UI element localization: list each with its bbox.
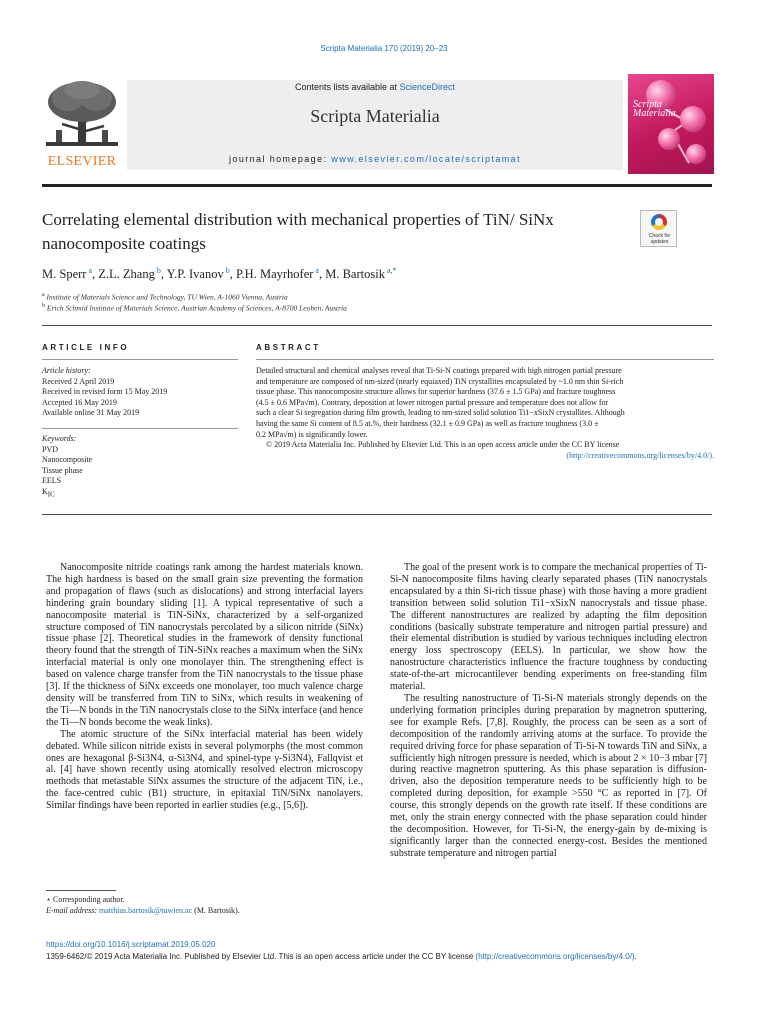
abstract-copyright: © 2019 Acta Materialia Inc. Published by Elsevier Ltd. This is an open access article under the CC BY license <box>266 440 620 450</box>
abstract-line: 0.2 MPa√m) is significantly lower. <box>256 429 368 439</box>
author-name[interactable]: Y.P. Ivanov <box>166 267 224 282</box>
abstract-rule <box>256 359 714 360</box>
author-name[interactable]: M. Sperr <box>42 267 87 282</box>
author-name[interactable]: P.H. Mayrhofer <box>235 267 314 282</box>
body-column-left <box>46 562 363 812</box>
cover-sphere <box>680 106 706 132</box>
abstract-license-link[interactable]: (http://creativecommons.org/licenses/by/4.0/). <box>566 450 714 460</box>
abstract-heading: ABSTRACT <box>256 343 321 352</box>
email-note <box>46 905 366 916</box>
corresponding-note: ⋆ Corresponding author. <box>46 895 125 904</box>
body-column-right <box>390 562 707 860</box>
article-title: Correlating elemental distribution with mechanical properties of TiN/ SiNx nanocomposite coatings <box>42 210 554 253</box>
history-label: Article history: <box>42 366 91 375</box>
keyword: EELS <box>42 476 62 485</box>
contents-prefix: Contents lists available at <box>294 82 400 92</box>
issn-text: 1359-6462/© 2019 Acta Materialia Inc. Published by Elsevier Ltd. This is an open access article under the CC BY license <box>46 952 476 961</box>
affiliation-text: Institute of Materials Science and Technology, TU Wien, A-1060 Vienna, Austria <box>46 292 288 302</box>
elsevier-logo[interactable] <box>42 80 122 170</box>
affiliation-text: Erich Schmid Institute of Materials Science, Austrian Academy of Sciences, A-8700 Leoben, Austria <box>46 303 347 313</box>
author-name[interactable]: Z.L. Zhang <box>98 267 155 282</box>
article-info-heading: ARTICLE INFO <box>42 343 130 352</box>
keywords-block <box>42 434 238 500</box>
corresponding-text: Corresponding author. <box>53 895 125 904</box>
check-updates-label: Check for updates <box>648 233 671 245</box>
keyword-k: K <box>42 486 48 496</box>
journal-cover[interactable] <box>628 74 714 174</box>
affiliation <box>42 292 682 302</box>
author-affiliation-mark[interactable]: b <box>156 266 161 275</box>
keyword: Nanocomposite <box>42 455 93 464</box>
keywords-label: Keywords: <box>42 434 77 443</box>
issn-line <box>46 952 637 961</box>
abstract-line: Detailed structural and chemical analyses reveal that Ti-Si-N coatings prepared with high nitrogen partial pressure <box>256 366 622 375</box>
article-info-rule <box>42 359 238 360</box>
abstract-line: tissue phase. This nanocomposite structure allows for superior hardness (37.6 ± 1.5 GPa) and fracture toughness <box>256 387 616 397</box>
affiliation <box>42 303 682 313</box>
sciencedirect-link[interactable]: ScienceDirect <box>399 82 456 92</box>
keyword: PVD <box>42 444 59 454</box>
section-rule <box>42 514 712 515</box>
history-item: Accepted 16 May 2019 <box>42 397 117 407</box>
abstract-line: (4.5 ± 0.6 MPa√m). Contrary, deposition at lower nitrogen partial pressure and temperature does not allow for <box>256 397 609 407</box>
cover-title <box>633 100 676 118</box>
cover-sphere <box>686 144 706 164</box>
history-item: Received in revised form 15 May 2019 <box>42 387 168 396</box>
keyword: Tissue phase <box>42 465 83 475</box>
email-link[interactable]: matthias.bartosik@tuwien.ac <box>99 906 193 915</box>
keywords-rule <box>42 428 238 429</box>
author-affiliation-mark[interactable]: b <box>225 266 230 275</box>
header-rule <box>42 184 712 187</box>
check-updates-icon <box>651 214 667 230</box>
elsevier-tree-icon <box>42 80 122 152</box>
article-history <box>42 366 238 419</box>
history-item: Received 2 April 2019 <box>42 376 115 386</box>
keyword-k-sub: IC <box>47 490 55 499</box>
issn-end: . <box>634 952 637 961</box>
email-label: E-mail address: <box>46 906 100 915</box>
affiliation-mark: a <box>42 292 45 298</box>
author-affiliation-mark[interactable]: a,* <box>386 266 397 275</box>
footnote-rule <box>46 890 116 891</box>
cover-title-line-2: Materialia <box>633 108 676 119</box>
abstract-line: having the same Si content of 8.5 at.%, their hardness (32.1 ± 0.9 GPa) as well as fracture toughness (3.0 ± <box>256 418 599 428</box>
abstract-text <box>256 366 714 461</box>
check-updates-button[interactable] <box>640 210 677 247</box>
author-affiliation-mark[interactable]: a <box>88 266 93 275</box>
journal-name[interactable]: Scripta Materialia <box>310 106 440 126</box>
abstract-line: and temperature are composed of nm-sized (nearly equiaxed) TiN crystallites encapsulated by ~1.0 nm thin Si-rich <box>256 376 624 386</box>
journal-citation[interactable]: Scripta Materialia 170 (2019) 20–23 <box>320 44 448 53</box>
author-list: M. Sperr $^a$, Z.L. Zhang $^b$, Y.P. Ivanov $^b$, P.H. Mayrhofer $^a$, M. Bartosik $^{a,*}$ <box>42 266 397 282</box>
body-paragraph: The resulting nanostructure of Ti-Si-N materials strongly depends on the underlying formation principles during preparation by magnetron sputtering, see for example Refs. [7,8]. Roughly, the process can be seen as a sort of decomposition of the randomly arriving atoms at the surface. To provide the required driving force for phase separation of Ti-Si-N towards TiN and SiNx, a sufficiently high nitrogen pressure is needed, which is about 2 × 10−3 mbar [7] during reactive magnetron sputtering. As this phase separation is diffusion-driven, also the deposition temperature needs to be sufficiently high to be completed during deposition, for example >550 °C as reported in [7]. Of course, this strongly depends on the growth rate itself. If these conditions are met, only the strain energy connected with the phase separation could hinder the decomposition. However, for Ti-Si-N, the energy-gain by de-mixing is significantly larger than the connected energy-cost. Besides the mentioned substrate temperature and nitrogen partial <box>390 692 707 859</box>
author-name[interactable]: M. Bartosik <box>325 267 385 282</box>
issn-license-link[interactable]: (http://creativecommons.org/licenses/by/4.0/) <box>475 952 635 961</box>
journal-homepage <box>127 154 623 164</box>
author-affiliation-mark[interactable]: a <box>315 266 319 275</box>
homepage-link[interactable]: www.elsevier.com/locate/scriptamat <box>331 154 521 164</box>
homepage-prefix: journal homepage: <box>229 154 332 164</box>
footnote <box>46 894 366 916</box>
cover-sphere <box>658 128 680 150</box>
abstract-line: such a clear Si segregation during film growth, leading to nm-sized solid solution Ti1−xSixN crystallites. Although <box>256 408 625 418</box>
body-paragraph: The atomic structure of the SiNx interfacial material has been widely debated. While silicon nitride exists in several polymorphs (the most common ones are hexagonal β-Si3N4, α-Si3N4, and spinel-type γ-Si3N4), Fallqvist et al. [4] have shown recently using atomically resolved electron microscopy methods that metastable SiNx assumes the structure of the adjacent TiN, i.e., the face-centred cubic (B1) structure, in epitaxial TiN/SiNx nanolayers. Similar findings have been reported in earlier studies (e.g., [5,6]). <box>46 728 363 812</box>
body-paragraph: Nanocomposite nitride coatings rank among the hardest materials known. The high hardness is based on the small grain size preventing the formation and propagation of flaws (such as dislocations) and strong interfacial layers hindering grain boundary sliding [1]. A typical representative of such a nanocomposite material is TiN-SiNx, characterized by a self-organized structure composed of TiN nanocrystals percolated by a silicon nitride (SiNx) tissue phase [2]. Theoretical studies in the framework of density functional theory found that the strength of TiN-SiNx reaches a maximum when the SiNx interfacial material is only one monolayer thin. The strengthening effect is based on valence charge transfer from the TiN nanocrystals to the tissue phase [3]. If the thickness of SiNx exceeds one monolayer, too much valence charge density will be transferred from TiN to SiNx, which results in weakening of the Ti—N bonds in the TiN nanocrystals close to the SiNx interface (and hence the Ti—N bonds become the weak links). <box>46 562 363 728</box>
elsevier-wordmark: ELSEVIER <box>47 154 117 169</box>
section-rule <box>42 325 712 326</box>
keyword <box>42 487 238 500</box>
cover-title-line-1: Scripta <box>633 99 662 110</box>
doi-link[interactable]: https://doi.org/10.1016/j.scriptamat.2019.05.020 <box>46 940 216 949</box>
contents-line <box>127 82 623 92</box>
email-suffix: (M. Bartosik). <box>192 906 240 915</box>
history-item: Available online 31 May 2019 <box>42 408 140 417</box>
affiliation-mark: b <box>42 303 45 309</box>
body-paragraph: The goal of the present work is to compare the mechanical properties of Ti-Si-N nanocomposite films having clearly separated phases (TiN nanocrystals encapsulated by a thin Si-rich tissue phase) with those having a more gradient transition between solid solution Ti1−xSixN nanocrystals and tissue phase. The different nanostructures are realized by adapting the film deposition conditions (basically substrate temperature and nitrogen partial pressure) and their elemental distribution is studied by various techniques including electron energy loss spectroscopy (EELS). In particular, we show how the nanostructure characteristics influence the fracture toughness by conducting state-of-the-art microcantilever bending experiments on free-standing film material. <box>390 562 707 693</box>
